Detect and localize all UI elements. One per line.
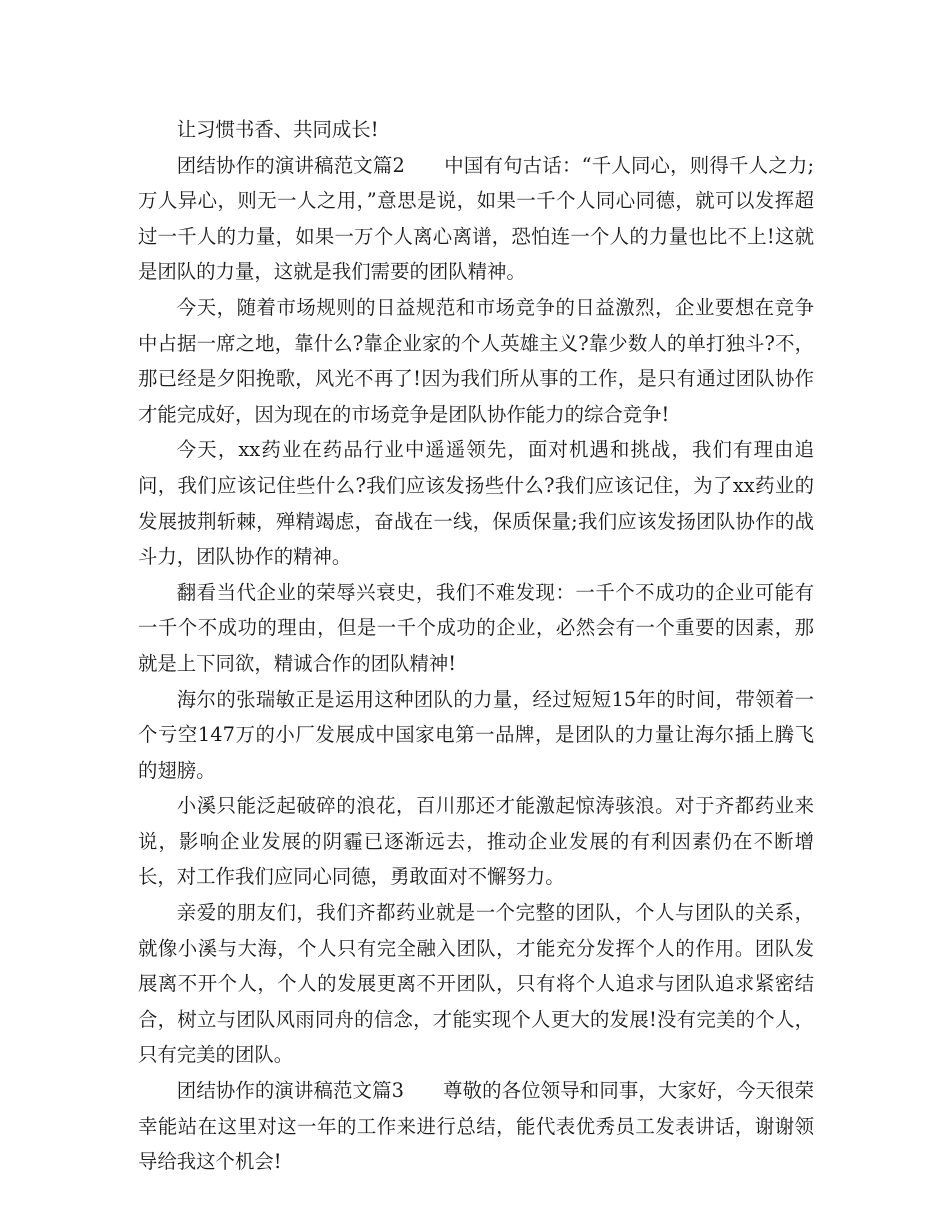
paragraph-2: 团结协作的演讲稿范文篇2 中国有句古话：“千人同心，则得千人之力;万人异心，则无一人之用，”意思是说，如果一千个人同心同德，就可以发挥超过一千人的力量，如果一万个人离心离谱，恐怕连一个人的力量也比不上!这就是团队的力量，这就是我们需要的团队精神。 (138, 153, 814, 284)
paragraph-6: 海尔的张瑞敏正是运用这种团队的力量，经过短短15年的时间，带领着一个亏空147万的小厂发展成中国家电第一品牌，是团队的力量让海尔插上腾飞的翅膀。 (138, 687, 814, 782)
paragraph-9: 团结协作的演讲稿范文篇3 尊敬的各位领导和同事，大家好，今天很荣幸能站在这里对这一年的工作来进行总结，能代表优秀员工发表讲话，谢谢领导给我这个机会! (138, 1079, 814, 1174)
paragraph-5: 翻看当代企业的荣辱兴衰史，我们不难发现：一千个不成功的企业可能有一千个不成功的理由，但是一千个成功的企业，必然会有一个重要的因素，那就是上下同欲，精诚合作的团队精神! (138, 580, 814, 675)
paragraph-4: 今天，xx药业在药品行业中遥遥领先，面对机遇和挑战，我们有理由追问，我们应该记住些什么?我们应该发扬些什么?我们应该记住，为了xx药业的发展披荆斩棘，殚精竭虑，奋战在一线，保质保量;我们应该发扬团队协作的战斗力，团队协作的精神。 (138, 438, 814, 569)
paragraph-8: 亲爱的朋友们，我们齐都药业就是一个完整的团队，个人与团队的关系，就像小溪与大海，个人只有完全融入团队，才能充分发挥个人的作用。团队发展离不开个人，个人的发展更离不开团队，只有将个人追求与团队追求紧密结合，树立与团队风雨同舟的信念，才能实现个人更大的发展!没有完美的个人，只有完美的团队。 (138, 901, 814, 1067)
paragraph-1: 让习惯书香、共同成长! (176, 118, 379, 141)
paragraph-7: 小溪只能泛起破碎的浪花，百川那还才能激起惊涛骇浪。对于齐都药业来说，影响企业发展的阴霾已逐渐远去，推动企业发展的有利因素仍在不断增长，对工作我们应同心同德，勇敢面对不懈努力。 (138, 794, 814, 889)
document-page (138, 112, 814, 1180)
paragraph-3: 今天，随着市场规则的日益规范和市场竞争的日益激烈，企业要想在竞争中占据一席之地，靠什么?靠企业家的个人英雄主义?靠少数人的单打独斗?不，那已经是夕阳挽歌，风光不再了!因为我们所从事的工作，是只有通过团队协作才能完成好，因为现在的市场竞争是团队协作能力的综合竞争! (138, 295, 814, 426)
